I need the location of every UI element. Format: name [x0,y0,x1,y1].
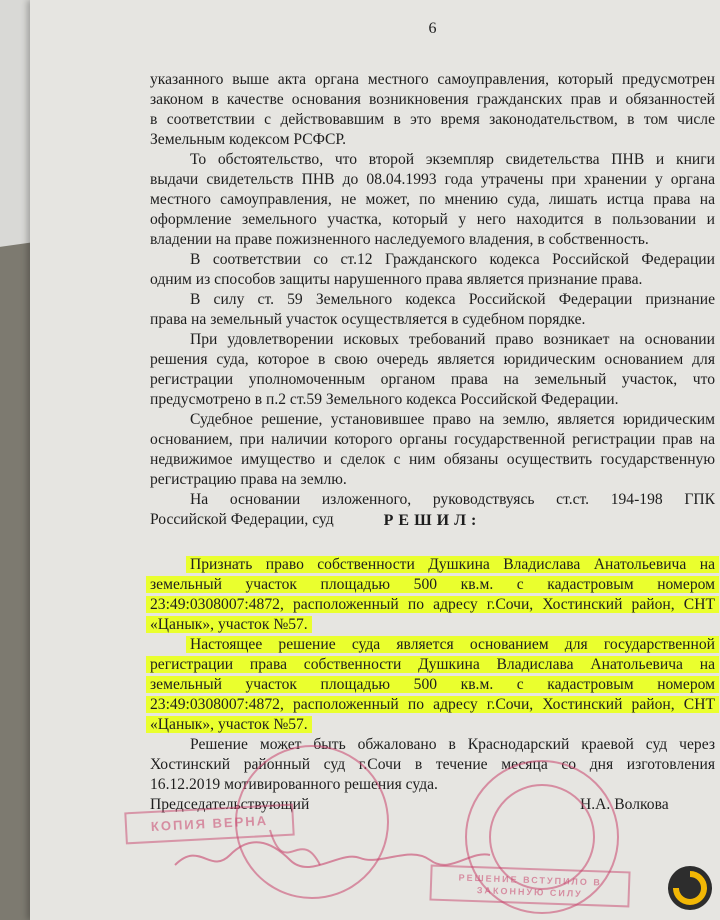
highlighted-text: «Цанык», участок №57. [150,616,308,633]
text-line [150,450,715,470]
text-line [150,290,715,310]
text-line [150,270,715,290]
text-line [150,490,715,510]
text-line [150,575,715,595]
text-line [150,170,715,190]
text-line [150,715,715,735]
line-text: владении на праве пожизненного наследуемого владения, в собственность. [150,231,649,248]
line-text: регистрации уполномоченным органом права на земельный участок, что [150,371,715,388]
text-line [150,370,715,390]
line-text: права на земельный участок осуществляется в судебном порядке. [150,311,586,328]
line-text: При удовлетворении исковых требований право возникает на основании [190,331,715,348]
text-line [150,635,715,655]
text-line [150,210,715,230]
highlighted-text: Настоящее решение суда является основанием для государственной [190,636,715,653]
highlighted-text: 23:49:0308007:4872, расположенный по адресу г.Сочи, Хостинский район, СНТ [150,696,715,713]
text-line [150,250,715,270]
document-page [30,0,720,920]
line-text: То обстоятельство, что второй экземпляр свидетельства ПНВ и книги [190,151,715,168]
text-line [150,410,715,430]
highlighted-text: Признать право собственности Душкина Владислава Анатольевича на [190,556,715,573]
line-text: законом в качестве основания возникновения гражданских прав и обязанностей [150,91,715,108]
decision-heading: РЕШИЛ: [383,512,482,529]
text-line [150,775,715,795]
line-text: Земельным кодексом РСФСР. [150,131,346,148]
page-number: 6 [428,20,437,37]
line-text: в соответствии с действовавшим в это время законодательством, в том числе [150,111,715,128]
line-text: Решение может быть обжаловано в Краснодарский краевой суд через [190,736,715,753]
line-text: одним из способов защиты нарушенного права является признание права. [150,271,643,288]
text-line [150,150,715,170]
highlighted-text: земельный участок площадью 500 кв.м. с кадастровым номером [150,576,715,593]
text-line [150,470,715,490]
logo-glyph [668,866,712,910]
text-line [150,430,715,450]
copy-stamp-text: КОПИЯ ВЕРНА [150,812,269,835]
line-text: выдачи свидетельств ПНВ до 08.04.1993 года утрачены при хранении у органа [150,171,715,188]
line-text: недвижимое имущество и сделок с ним обязаны осуществить государственную [150,451,715,468]
text-line [150,310,715,330]
text-line [150,695,715,715]
legal-force-stamp-text: РЕШЕНИЕ ВСТУПИЛО В ЗАКОННУЮ СИЛУ [458,872,602,899]
watermark-logo-icon [668,866,712,910]
signature-role: Председательствующий [150,796,310,813]
text-line [150,190,715,210]
text-line [150,735,715,755]
line-text: указанного выше акта органа местного самоуправления, который предусмотрен [150,71,715,88]
text-line [150,330,715,350]
line-text: Хостинский районный суд г.Сочи в течение месяца со дня изготовления [150,756,715,773]
line-text: оформление земельного участка, который у него находится в пользовании и [150,211,715,228]
line-text: предусмотрено в п.2 ст.59 Земельного кодекса Российской Федерации. [150,391,619,408]
line-text: регистрацию права на землю. [150,471,347,488]
line-text: На основании изложенного, руководствуясь ст.ст. 194-198 ГПК [190,491,715,508]
text-line [150,110,715,130]
highlighted-text: земельный участок площадью 500 кв.м. с кадастровым номером [150,676,715,693]
text-line [150,615,715,635]
text-line [150,755,715,775]
text-line [150,90,715,110]
highlighted-text: «Цанык», участок №57. [150,716,308,733]
highlighted-text: 23:49:0308007:4872, расположенный по адресу г.Сочи, Хостинский район, СНТ [150,596,715,613]
line-text: Судебное решение, установившее право на землю, является юридическим [190,411,715,428]
line-text: В силу ст. 59 Земельного кодекса Российской Федерации признание [190,291,715,308]
text-line [150,130,715,150]
handwritten-signature [170,820,500,880]
line-text: решения суда, которое в свою очередь является юридическим основанием для [150,351,715,368]
signature-name: Н.А. Волкова [580,796,669,813]
text-line [150,595,715,615]
line-text: Российской Федерации, суд [150,511,334,528]
text-line [150,655,715,675]
text-line [150,555,715,575]
text-line [150,70,715,90]
line-text: 16.12.2019 мотивированного решения суда. [150,776,438,793]
text-line [150,390,715,410]
highlighted-text: регистрации права собственности Душкина Владислава Анатольевича на [150,656,715,673]
text-line [150,350,715,370]
line-text: В соответствии со ст.12 Гражданского кодекса Российской Федерации [190,251,715,268]
text-line [150,675,715,695]
line-text: основанием, при наличии которого органы государственной регистрации прав на [150,431,715,448]
line-text: местного самоуправления, не может, по мнению суда, лишать истца права на [150,191,715,208]
text-line [150,230,715,250]
